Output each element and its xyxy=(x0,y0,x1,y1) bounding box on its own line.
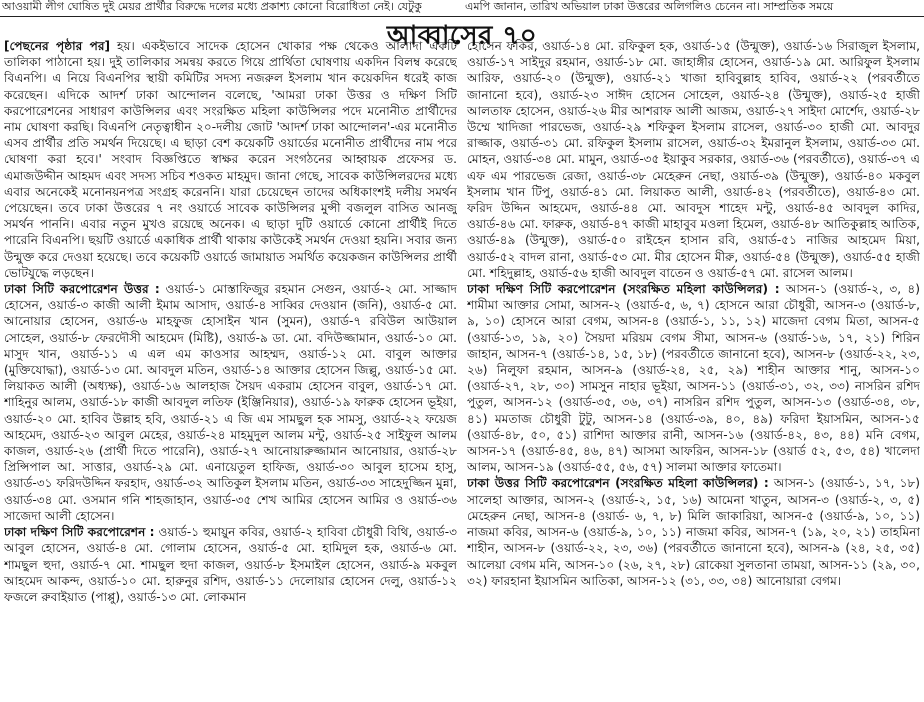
intro-text: হয়। একইভাবে সাদেক হোসেন খোকার পক্ষ থেকেও আলাদা একটি তালিকা পাঠানো হয়। দুই তালিকার সমন্বয় করতে গিয়ে প্রার্থিতা ঘোষণায় একদিন বিলম্ব করেছে বিএনপি। এ নিয়ে বিএনপির স্থায়ী কমিটির সদস্য নজরুল ইসলাম খান কয়েকদিন ধরেই কাজ করেছেন। এদিকে আদর্শ ঢাকা আন্দোলন বলেছে, 'আমরা ঢাকা উত্তর ও দক্ষিণ সিটি করপোরেশনের সাধারণ কাউন্সিলর এবং সংরক্ষিত মহিলা কাউন্সিলর পদে মনোনীত প্রার্থীদের নাম ঘোষণা করছি। বিএনপি নেতৃত্বাধীন ২০-দলীয় জোট 'আদর্শ ঢাকা আন্দোলন'-এর মনোনীত এসব প্রার্থীর প্রতি সমর্থন দিয়েছে। এ ছাড়া বেশ কয়েকটি ওয়ার্ডের মনোনীত প্রার্থীদের নাম পরে ঘোষণা করা হবে।' সংবাদ বিজ্ঞপ্তিতে স্বাক্ষর করেন সংগঠনের আহ্বায়ক প্রফেসর ড. এমাজউদ্দীন আহমদ এবং সদস্য সচিব শওকত মাহমুদ। জানা গেছে, সাবেক কাউন্সিলরদের মধ্যে এবার অনেকেই মনোনয়নপত্র সংগ্রহ করেননি। যারা চেয়েছেন তাদের অধিকাংশই দলীয় সমর্থন পেয়েছেন। তবে ঢাকা উত্তরের ৭ নং ওয়ার্ডে সাবেক কাউন্সিলর মুন্সী বজলুল বাসিত আনজু সমর্থন পাননি। এবার নতুন মুখও রয়েছে অনেক। এ ছাড়া দুটি ওয়ার্ডে কোনো প্রার্থীই দিতে পারেনি বিএনপি। ছয়টি ওয়ার্ডে একাধিক প্রার্থী থাকায় কাউকেই সমর্থন দেওয়া হয়নি। সবার জন্য উন্মুক্ত করে দেওয়া হয়েছে। তবে কয়েকটি ওয়ার্ডে জামায়াত সমর্থিত কয়েকজন কাউন্সিলর প্রার্থী ভোটযুদ্ধে লড়ছেন। xyxy=(4,39,457,280)
top-strip-right-text: এমপি জানান, তারিখ অভিয়াল ঢাকা উত্তরের অলিগলিও চেনেন না। সাম্প্রতিক সময়ে xyxy=(465,0,834,13)
dhaka-south-women-paragraph xyxy=(467,281,920,475)
continuation-marker: [পেছনের পৃষ্ঠার পর] xyxy=(4,39,111,53)
article-columns xyxy=(4,38,920,700)
dhaka-south-continued-paragraph xyxy=(467,38,920,281)
top-strip xyxy=(0,0,924,17)
dhaka-north-text: ওয়ার্ড-১ মোস্তাফিজুর রহমান সেগুন, ওয়ার্ড-২ মো. সাজ্জাদ হোসেন, ওয়ার্ড-৩ কাজী আলী ইমাম আসাদ, ওয়ার্ড-৪ সাব্বির দেওয়ান (জনি), ওয়ার্ড-৫ মো. আনোয়ার হোসেন, ওয়ার্ড-৬ মাহফুজ হোসাইন খান (সুমন), ওয়ার্ড-৭ রবিউল আউয়াল সোহেল, ওয়ার্ড-৮ ফেরদৌসী আহমেদ (মিষ্টি), ওয়ার্ড-৯ ডা. মো. বদিউজ্জামান, ওয়ার্ড-১০ মো. মাসুদ খান, ওয়ার্ড-১১ এ এল এম কাওসার আহম্মদ, ওয়ার্ড-১২ মো. বাবুল আক্তার (মুক্তিযোদ্ধা), ওয়ার্ড-১৩ মো. আবদুল মতিন, ওয়ার্ড-১৪ আক্তার হোসেন জিল্লু, ওয়ার্ড-১৫ মো. লিয়াকত আলী (অধ্যক্ষ), ওয়ার্ড-১৬ আলহাজ সৈয়দ একরাম হোসেন বাবুল, ওয়ার্ড-১৭ মো. শাহিনুর আলম, ওয়ার্ড-১৮ কাজী আবদুল লতিফ (ইঞ্জিনিয়ার), ওয়ার্ড-১৯ ফারুক হোসেন ভূইয়া, ওয়ার্ড-২০ মো. হাবিব উল্লাহ হবি, ওয়ার্ড-২১ এ জি এম সামছুল হক সামসু, ওয়ার্ড-২২ ফয়েজ আহমেদ, ওয়ার্ড-২৩ আবুল মেহের, ওয়ার্ড-২৪ মাহমুদুল আলম মন্টু, ওয়ার্ড-২৫ সাইফুল আলম কাজল, ওয়ার্ড-২৬ (প্রার্থী দিতে পারেনি), ওয়ার্ড-২৭ আনোয়ারুজ্জামান আনোয়ার, ওয়ার্ড-২৮ প্রিন্সিপাল আ. সাত্তার, ওয়ার্ড-২৯ মো. এনায়েতুল হাফিজ, ওয়ার্ড-৩০ আবুল হাসেম হাসু, ওয়ার্ড-৩১ ফরিদউদ্দিন ফরহাদ, ওয়ার্ড-৩২ আতিকুল ইসলাম মতিন, ওয়ার্ড-৩৩ সাহেদুজ্জিন মুন্না, ওয়ার্ড-৩৪ মো. ওসমান গনি শাহজাহান, ওয়ার্ড-৩৫ শেখ আমির হোসেন আমির ও ওয়ার্ড-৩৬ সাজেদা আলী হোসেন। xyxy=(4,282,457,523)
dhaka-north-subhead: ঢাকা সিটি করপোরেশন উত্তর : xyxy=(4,282,160,297)
dhaka-north-councillors-paragraph xyxy=(4,281,457,524)
dhaka-south-text: ওয়ার্ড-১ হুমায়ুন কবির, ওয়ার্ড-২ হাবিবা চৌধুরী বিথি, ওয়ার্ড-৩ আবুল হোসেন, ওয়ার্ড-৪ মো. গোলাম হোসেন, ওয়ার্ড-৫ মো. হামিদুল হক, ওয়ার্ড-৬ মো. শামছুল হুদা, ওয়ার্ড-৭ মো. শামছুল হুদা কাজল, ওয়ার্ড-৮ ইসমাইল হোসেন, ওয়ার্ড-৯ মকবুল আহমেদ আকন্দ, ওয়ার্ড-১০ মো. হারুনুর রশিদ, ওয়ার্ড-১১ দেলোয়ার হোসেন দেলু, ওয়ার্ড-১২ ফজলে রুবাইয়াত (পাপ্পু), ওয়ার্ড-১৩ মো. লোকমান xyxy=(4,525,457,604)
dhaka-north-women-subhead: ঢাকা উত্তর সিটি করপোরেশন (সংরক্ষিত মহিলা কাউন্সিলর) : xyxy=(467,476,769,491)
dhaka-south-women-text: আসন-১ (ওয়ার্ড-২, ৩, ৪) শামীমা আক্তার সোমা, আসন-২ (ওয়ার্ড-৫, ৬, ৭) হোসনে আরা চৌধুরী, আসন-৩ (ওয়ার্ড-৮, ৯, ১০) হোসনে আরা বেগম, আসন-৪ (ওয়ার্ড-১, ১১, ১২) মাজেদা বেগম মিতা, আসন-৫ (ওয়ার্ড-১৩, ১৯, ২০) সৈয়দা মরিয়ম বেগম সীমা, আসন-৬ (ওয়ার্ড-১৬, ১৭, ২১) শিরিন জাহান, আসন-৭ (ওয়ার্ড-১৪, ১৫, ১৮) (পরবর্তীতে জানানো হবে), আসন-৮ (ওয়ার্ড-২২, ২৩, ২৬) নিলুফা রহমান, আসন-৯ (ওয়ার্ড-২৪, ২৫, ২৯) শাহীন আক্তার শানু, আসন-১০ (ওয়ার্ড-২৭, ২৮, ৩০) সামসুন নাহার ভূইয়া, আসন-১১ (ওয়ার্ড-৩১, ৩২, ৩৩) নাসরিন রশিদ পুতুল, আসন-১২ (ওয়ার্ড-৩৫, ৩৬, ৩৭) নাসরিন রশিদ পুতুল, আসন-১৩ (ওয়ার্ড-৩৪, ৩৮, ৪১) মমতাজ চৌধুরী টুটু, আসন-১৪ (ওয়ার্ড-৩৯, ৪০, ৪৯) ফরিদা ইয়াসমিন, আসন-১৫ (ওয়ার্ড-৪৮, ৫০, ৫১) রাশিদা আক্তার রানী, আসন-১৬ (ওয়ার্ড-৪২, ৪৩, ৪৪) মনি বেগম, আসন-১৭ (ওয়ার্ড-৪৫, ৪৬, ৪৭) আসমা আফরিন, আসন-১৮ (ওয়ার্ড ৫২, ৫৩, ৫৪) খালেদা আলম, আসন-১৯ (ওয়ার্ড-৫৫, ৫৬, ৫৭) সালমা আক্তার ফাতেমা। xyxy=(467,282,920,475)
right-column xyxy=(467,38,920,700)
article-headline: আব্বাসের ৭০ xyxy=(386,21,538,51)
dhaka-south-subhead: ঢাকা দক্ষিণ সিটি করপোরেশন : xyxy=(4,525,155,540)
dhaka-north-women-text: আসন-১ (ওয়ার্ড-১, ১৭, ১৮) সালেহা আক্তার, আসন-২ (ওয়ার্ড-২, ১৫, ১৬) আমেনা খাতুন, আসন-৩ (ওয়ার্ড-২, ৩, ৫) মেহেরুন নেছা, আসন-৪ (ওয়ার্ড- ৬, ৭, ৮) মিলি জাকারিয়া, আসন-৫ (ওয়ার্ড-৯, ১০, ১১) নাজমা কবির, আসন-৬ (ওয়ার্ড-৯, ১০, ১১) নাজমা কবির, আসন-৭ (১৯, ২০, ২১) তাহমিনা শাহীন, আসন-৮ (ওয়ার্ড-২২, ২৩, ৩৬) (পরবর্তীতে জানানো হবে), আসন-৯ (২৪, ২৫, ৩৫) আলেয়া বেগম মনি, আসন-১০ (২৬, ২৭, ২৮) রোকেয়া সুলতানা তাময়া, আসন-১১ (২৯, ৩০, ৩২) ফারহানা ইয়াসমিন আতিকা, আসন-১২ (৩১, ৩৩, ৩৪) আনোয়ারা বেগম। xyxy=(467,476,920,588)
dhaka-south-continued-text: হোসেন ফকির, ওয়ার্ড-১৪ মো. রফিকুল হক, ওয়ার্ড-১৫ (উন্মুক্ত), ওয়ার্ড-১৬ সিরাজুল ইসলাম, ওয়ার্ড-১৭ সাইদুর রহমান, ওয়ার্ড-১৮ মো. জাহাঙ্গীর হোসেন, ওয়ার্ড-১৯ মো. আরিফুল ইসলাম আরিফ, ওয়ার্ড-২০ (উন্মুক্ত), ওয়ার্ড-২১ খাজা হাবিবুল্লাহ হাবিব, ওয়ার্ড-২২ (পরবর্তীতে জানানো হবে), ওয়ার্ড-২৩ সাঈদ হোসেন সোহেল, ওয়ার্ড-২৪ (উন্মুক্ত), ওয়ার্ড-২৫ হাজী আলতাফ হোসেন, ওয়ার্ড-২৬ মীর আশরাফ আলী আজম, ওয়ার্ড-২৭ সাইদা মোর্শেদ, ওয়ার্ড-২৮ উম্মে খাদিজা পারভেজ, ওয়ার্ড-২৯ শফিকুল ইসলাম রাসেল, ওয়ার্ড-৩০ হাজী মো. আবদুর রাজ্জাক, ওয়ার্ড-৩১ মো. রফিকুল ইসলাম রাসেল, ওয়ার্ড-৩২ ইমরানুল ইসলাম, ওয়ার্ড-৩৩ মো. মোহন, ওয়ার্ড-৩৪ মো. মামুন, ওয়ার্ড-৩৫ ইয়াকুব সরকার, ওয়ার্ড-৩৬ (পরবর্তীতে), ওয়ার্ড-৩৭ এ এফ এম পারভেজ রেজা, ওয়ার্ড-৩৮ মেহেরুন নেছা, ওয়ার্ড-৩৯ (উন্মুক্ত), ওয়ার্ড-৪০ মকবুল ইসলাম খান টিপু, ওয়ার্ড-৪১ মো. লিয়াকত আলী, ওয়ার্ড-৪২ (পরবর্তীতে), ওয়ার্ড-৪৩ মো. ফরিদ উদ্দিন আহমেদ, ওয়ার্ড-৪৪ মো. আবদুস শাহেদ মন্টু, ওয়ার্ড-৪৫ আবদুল কাদির, ওয়ার্ড-৪৬ মো. ফারুক, ওয়ার্ড-৪৭ কাজী মাহাবুব মওলা হিমেল, ওয়ার্ড-৪৮ আতিকুল্লাহ আতিক, ওয়ার্ড-৪৯ (উন্মুক্ত), ওয়ার্ড-৫০ রাইহেন হাসান রবি, ওয়ার্ড-৫১ নাজির আহমেদ মিয়া, ওয়ার্ড-৫২ বাদল রানা, ওয়ার্ড-৫৩ মো. মীর হোসেন মীরু, ওয়ার্ড-৫৪ (উন্মুক্ত), ওয়ার্ড-৫৫ হাজী মো. শহিদুল্লাহ, ওয়ার্ড-৫৬ হাজী আবদুল বাতেন ও ওয়ার্ড-৫৭ মো. রাসেল আলম। xyxy=(467,39,920,280)
dhaka-north-women-paragraph xyxy=(467,475,920,588)
left-column xyxy=(4,38,457,700)
dhaka-south-councillors-paragraph xyxy=(4,524,457,605)
top-strip-left-text: আওয়ামী লীগ ঘোষিত দুই মেয়র প্রার্থীর বিরুদ্ধে দলের মধ্যে প্রকাশ্য কোনো বিরোধিতা নেই। যেটুকু xyxy=(2,0,422,13)
intro-paragraph xyxy=(4,38,457,281)
dhaka-south-women-subhead: ঢাকা দক্ষিণ সিটি করপোরেশন (সংরক্ষিত মহিলা কাউন্সিলর) : xyxy=(467,282,780,297)
